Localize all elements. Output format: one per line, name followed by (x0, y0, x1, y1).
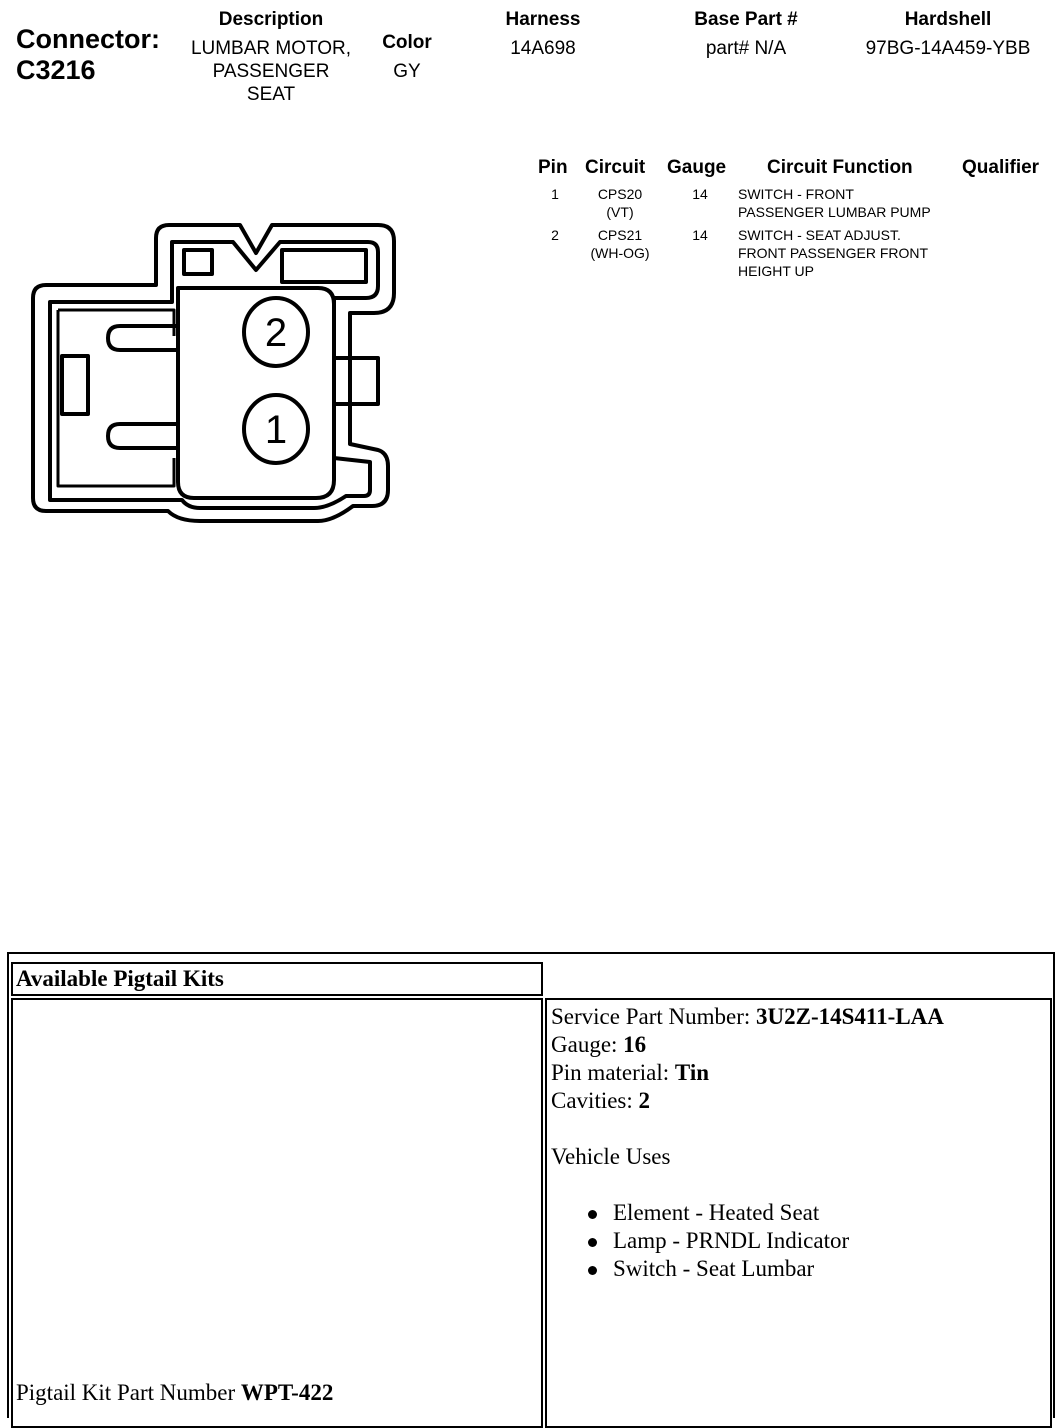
circuit-color: (VT) (606, 204, 634, 220)
pin-material-row (551, 1059, 944, 1087)
list-item (551, 1227, 944, 1255)
qualifier-column-header: Qualifier (962, 157, 1040, 178)
cavities-row (551, 1087, 944, 1115)
bullet-icon (588, 1238, 597, 1247)
function-line: SWITCH - FRONT (738, 186, 854, 202)
pin-number: 2 (551, 227, 559, 243)
circuit-code (580, 185, 660, 221)
gauge-column-header: Gauge (667, 157, 727, 178)
service-part-label: Service Part Number: (551, 1004, 757, 1029)
gauge-value: 16 (623, 1032, 647, 1057)
circuit-function (738, 226, 928, 280)
pigtail-title-cell (11, 962, 543, 996)
circuit-function (738, 185, 931, 221)
cavity-1-label: 1 (264, 408, 288, 452)
top-latch (184, 250, 212, 274)
function-line: PASSENGER LUMBAR PUMP (738, 204, 931, 220)
circuit-column-header: Circuit (585, 157, 646, 178)
cavity-2-label: 2 (264, 311, 288, 355)
vehicle-uses-heading: Vehicle Uses (551, 1144, 671, 1169)
function-line: FRONT PASSENGER FRONT (738, 245, 929, 261)
pin-material-value: Tin (674, 1060, 710, 1085)
gauge-row (551, 1031, 944, 1059)
kit-part-value: WPT-422 (240, 1380, 334, 1405)
list-item (551, 1199, 944, 1227)
function-line: SWITCH - SEAT ADJUST. (738, 227, 901, 243)
base-part-label: Base Part # (694, 9, 798, 30)
cavities-value: 2 (638, 1088, 651, 1113)
circuit-color: (WH-OG) (590, 245, 650, 261)
base-part-value: part# N/A (705, 38, 787, 59)
kit-part-number (16, 1379, 333, 1407)
circuit-function-column-header: Circuit Function (767, 157, 913, 178)
pigtail-details-cell (545, 998, 1052, 1428)
connector-face-diagram (28, 218, 408, 528)
pin-column-header: Pin (538, 157, 568, 178)
bullet-icon (588, 1210, 597, 1219)
description-line: LUMBAR MOTOR, (190, 38, 352, 59)
pin-block (178, 288, 334, 498)
left-key-slot (62, 356, 88, 414)
top-right-rib (282, 250, 366, 282)
circuit-name: CPS20 (597, 186, 643, 202)
description-line: SEAT (246, 84, 296, 105)
kit-part-label: Pigtail Kit Part Number (16, 1380, 241, 1405)
hardshell-label: Hardshell (904, 9, 992, 30)
gauge-value: 14 (692, 186, 708, 202)
service-part-number (551, 1003, 944, 1031)
vehicle-use: Element - Heated Seat (613, 1200, 820, 1225)
circuit-name: CPS21 (597, 227, 643, 243)
pin-material-label: Pin material: (551, 1060, 675, 1085)
left-outer-rail (58, 310, 174, 486)
vehicle-use: Switch - Seat Lumbar (613, 1256, 815, 1281)
bullet-icon (588, 1266, 597, 1275)
upper-terminal-guide (108, 326, 178, 350)
pin-number: 1 (551, 186, 559, 202)
description-label: Description (218, 9, 324, 30)
pigtail-image-cell (11, 998, 543, 1428)
hardshell-value: 97BG-14A459-YBB (865, 38, 1031, 59)
harness-label: Harness (505, 9, 581, 30)
color-value: GY (393, 61, 421, 82)
cavities-label: Cavities: (551, 1088, 639, 1113)
description-line: PASSENGER (212, 61, 330, 82)
service-part-value: 3U2Z-14S411-LAA (756, 1004, 944, 1029)
gauge-value: 14 (692, 227, 708, 243)
connector-id: C3216 (16, 55, 96, 85)
vehicle-use: Lamp - PRNDL Indicator (613, 1228, 850, 1253)
lower-terminal-guide (108, 424, 178, 448)
color-label: Color (382, 32, 432, 53)
circuit-code (580, 226, 660, 262)
pigtail-title: Available Pigtail Kits (16, 966, 224, 991)
function-line: HEIGHT UP (738, 263, 814, 279)
connector-label: Connector: (16, 24, 160, 54)
right-side-tab (334, 358, 378, 404)
vehicle-uses-list (551, 1199, 944, 1283)
harness-value: 14A698 (510, 38, 576, 59)
list-item (551, 1255, 944, 1283)
gauge-label: Gauge: (551, 1032, 624, 1057)
pigtail-details (551, 1003, 944, 1283)
